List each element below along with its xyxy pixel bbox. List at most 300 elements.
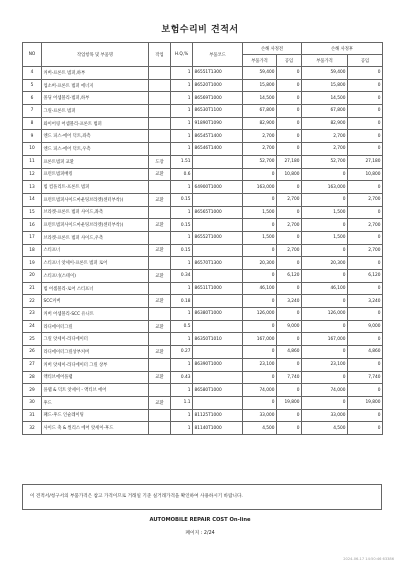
row-work-item: 스티프너 (42, 244, 149, 257)
row-part-code: 86390T1000 (193, 358, 243, 371)
row-part-code (193, 346, 243, 359)
row-method (149, 422, 171, 435)
table-row (23, 396, 383, 409)
row-method (149, 67, 171, 80)
table-row (23, 92, 383, 105)
row-part-price-before: 46,100 (243, 282, 277, 295)
row-part-price-after: 46,100 (302, 282, 348, 295)
row-labor-before: 3,240 (277, 295, 302, 308)
row-part-price-before: 23,100 (243, 358, 277, 371)
row-hq: 1 (171, 117, 193, 130)
row-labor-before: 4,860 (277, 346, 302, 359)
row-method: 교환 (149, 219, 171, 232)
row-no: 23 (23, 308, 42, 321)
row-work-item: 프런트범퍼사이드마운팅브라켓(센터부착)( (42, 193, 149, 206)
row-method (149, 117, 171, 130)
row-method (149, 105, 171, 118)
row-hq: 1 (171, 308, 193, 321)
row-labor-before: 10,800 (277, 168, 302, 181)
row-part-code (193, 295, 243, 308)
row-part-price-after: 0 (302, 270, 348, 283)
row-method (149, 358, 171, 371)
row-part-price-after: 1,500 (302, 231, 348, 244)
row-labor-after: 0 (348, 257, 383, 270)
row-labor-before: 27,180 (277, 155, 302, 168)
row-no: 19 (23, 257, 42, 270)
row-method: 교환 (149, 295, 171, 308)
row-hq: 1 (171, 358, 193, 371)
row-part-price-after: 4,500 (302, 422, 348, 435)
row-no: 15 (23, 206, 42, 219)
row-part-price-before: 126,000 (243, 308, 277, 321)
row-labor-before: 19,800 (277, 396, 302, 409)
row-labor-after: 9,000 (348, 320, 383, 333)
estimate-table (22, 42, 383, 435)
row-no: 9 (23, 130, 42, 143)
row-labor-after: 27,180 (348, 155, 383, 168)
row-no: 27 (23, 358, 42, 371)
row-part-code: 86565T1000 (193, 206, 243, 219)
row-hq: 0.27 (171, 346, 193, 359)
row-part-code (193, 193, 243, 206)
row-labor-after: 0 (348, 130, 383, 143)
row-hq: 1 (171, 79, 193, 92)
row-hq: 0.18 (171, 295, 193, 308)
row-labor-before: 0 (277, 358, 302, 371)
row-hq: 0.15 (171, 193, 193, 206)
row-work-item: 플랩 & 덕트 앗세이 - 액티브 에어 (42, 384, 149, 397)
row-part-price-after: 0 (302, 244, 348, 257)
row-hq: 1 (171, 143, 193, 156)
row-work-item: 라디에이터그릴상부커버 (42, 346, 149, 359)
table-row (23, 219, 383, 232)
row-labor-after: 0 (348, 231, 383, 244)
row-part-code (193, 270, 243, 283)
row-method (149, 257, 171, 270)
table-row (23, 333, 383, 346)
row-work-item: 엔드 피스-에어 덕트,우측 (42, 143, 149, 156)
table-row (23, 130, 383, 143)
row-work-item: 브라켓-프론트 범퍼 사이드,우측 (42, 231, 149, 244)
table-row (23, 346, 383, 359)
table-row (23, 282, 383, 295)
row-method (149, 92, 171, 105)
row-part-price-after: 20,300 (302, 257, 348, 270)
footer-title: AUTOMOBILE REPAIR COST On-line (149, 517, 251, 523)
row-part-price-after: 0 (302, 371, 348, 384)
row-part-price-before: 0 (243, 396, 277, 409)
table-row (23, 295, 383, 308)
row-part-code: 64900T1000 (193, 181, 243, 194)
row-method: 교환 (149, 396, 171, 409)
row-part-price-before: 0 (243, 371, 277, 384)
row-part-code (193, 396, 243, 409)
row-part-price-before: 0 (243, 320, 277, 333)
row-work-item: 프런트범퍼배킹 (42, 168, 149, 181)
row-labor-before: 0 (277, 79, 302, 92)
row-part-price-after: 0 (302, 320, 348, 333)
row-no: 12 (23, 168, 42, 181)
header-labor-after: 공임 (348, 55, 383, 67)
row-part-code: 81140T1000 (193, 422, 243, 435)
row-no: 21 (23, 282, 42, 295)
row-part-price-after: 0 (302, 193, 348, 206)
row-part-price-after: 2,700 (302, 143, 348, 156)
row-no: 6 (23, 92, 42, 105)
row-hq: 1 (171, 422, 193, 435)
row-part-code: 86546T1400 (193, 143, 243, 156)
row-labor-before: 0 (277, 333, 302, 346)
row-labor-before: 0 (277, 105, 302, 118)
row-part-price-before: 0 (243, 219, 277, 232)
row-labor-before: 0 (277, 384, 302, 397)
row-part-code: 86580T1000 (193, 384, 243, 397)
row-no: 7 (23, 105, 42, 118)
row-method (149, 409, 171, 422)
header-part-price-after: 부품가격 (302, 55, 348, 67)
row-no: 29 (23, 384, 42, 397)
row-part-code: 86511T1000 (193, 282, 243, 295)
row-work-item: 사이드 축 & 씰리스 에어 앗세이-후드 (42, 422, 149, 435)
row-labor-after: 0 (348, 67, 383, 80)
row-method (149, 231, 171, 244)
row-part-price-before: 1,500 (243, 231, 277, 244)
row-method (149, 384, 171, 397)
row-method: 도장 (149, 155, 171, 168)
row-part-code: 86552T1000 (193, 231, 243, 244)
row-labor-after: 0 (348, 384, 383, 397)
row-part-price-before: 167,000 (243, 333, 277, 346)
row-method (149, 143, 171, 156)
row-part-code: 86380T1000 (193, 308, 243, 321)
row-labor-before: 0 (277, 130, 302, 143)
row-hq: 1 (171, 181, 193, 194)
row-labor-after: 0 (348, 333, 383, 346)
row-no: 22 (23, 295, 42, 308)
row-part-code (193, 244, 243, 257)
row-labor-before: 0 (277, 257, 302, 270)
row-labor-before: 0 (277, 67, 302, 80)
row-no: 4 (23, 67, 42, 80)
row-part-price-after: 74,000 (302, 384, 348, 397)
row-hq: 1.51 (171, 155, 193, 168)
row-labor-after: 4,860 (348, 346, 383, 359)
row-no: 26 (23, 346, 42, 359)
row-labor-before: 0 (277, 143, 302, 156)
row-work-item: 커버 앗세이-라디에이터 그릴 상부 (42, 358, 149, 371)
row-labor-before: 2,700 (277, 244, 302, 257)
row-part-price-before: 20,300 (243, 257, 277, 270)
row-labor-after: 3,240 (348, 295, 383, 308)
row-no: 8 (23, 117, 42, 130)
table-row (23, 67, 383, 80)
document-title: 보험수리비 견적서 (161, 25, 239, 35)
row-part-code (193, 371, 243, 384)
row-part-price-before: 15,800 (243, 79, 277, 92)
row-part-code: 86545T1400 (193, 130, 243, 143)
row-labor-after: 19,800 (348, 396, 383, 409)
row-labor-after: 0 (348, 105, 383, 118)
row-work-item: 엔드 피스-에어 덕트,좌측 (42, 130, 149, 143)
header-part-code: 부품코드 (193, 43, 243, 67)
table-row (23, 155, 383, 168)
table-row (23, 244, 383, 257)
row-hq: 1 (171, 384, 193, 397)
row-part-price-before: 4,500 (243, 422, 277, 435)
table-row (23, 105, 383, 118)
table-row (23, 358, 383, 371)
row-work-item: 커버-프론트 범퍼,하부 (42, 67, 149, 80)
row-labor-after: 0 (348, 117, 383, 130)
row-labor-after: 0 (348, 308, 383, 321)
row-work-item: 그릴 앗세이-라디에이터 (42, 333, 149, 346)
row-labor-before: 9,000 (277, 320, 302, 333)
row-work-item: 프런트범퍼사이드마운팅브라켓(센터부착)( (42, 219, 149, 232)
row-part-price-before: 59,400 (243, 67, 277, 80)
row-hq: 1 (171, 105, 193, 118)
row-work-item: 라디에이터그릴 (42, 320, 149, 333)
row-hq: 1.1 (171, 396, 193, 409)
row-hq: 1 (171, 231, 193, 244)
row-method: 교환 (149, 320, 171, 333)
row-labor-before: 0 (277, 206, 302, 219)
row-method: 교환 (149, 346, 171, 359)
row-no: 25 (23, 333, 42, 346)
table-row (23, 168, 383, 181)
header-before: 손해 사정전 (243, 43, 302, 55)
row-method (149, 282, 171, 295)
row-part-code: 86569T1000 (193, 92, 243, 105)
row-no: 5 (23, 79, 42, 92)
row-no: 28 (23, 371, 42, 384)
row-part-price-before: 2,700 (243, 143, 277, 156)
row-part-price-after: 163,000 (302, 181, 348, 194)
row-work-item: 빔 어셈블리-로어 스티프너 (42, 282, 149, 295)
header-method: 작업 (149, 43, 171, 67)
header-hq: H.Q,% (171, 43, 193, 67)
row-labor-after: 2,700 (348, 193, 383, 206)
row-hq: 1 (171, 282, 193, 295)
row-labor-after: 2,700 (348, 219, 383, 232)
row-no: 11 (23, 155, 42, 168)
row-method (149, 206, 171, 219)
table-row (23, 181, 383, 194)
table-row (23, 384, 383, 397)
row-labor-before: 0 (277, 282, 302, 295)
row-part-code: 81125T1000 (193, 409, 243, 422)
row-method: 교환 (149, 371, 171, 384)
row-labor-before: 0 (277, 422, 302, 435)
table-row (23, 193, 383, 206)
row-work-item: 액티브에어플랩 (42, 371, 149, 384)
row-labor-before: 2,700 (277, 219, 302, 232)
page-number: 페이지 : 2/24 (185, 531, 215, 536)
header-no: NO (23, 43, 42, 67)
row-part-code (193, 168, 243, 181)
row-work-item: 후드 (42, 396, 149, 409)
row-no: 17 (23, 231, 42, 244)
row-part-price-after: 15,800 (302, 79, 348, 92)
row-part-price-before: 14,500 (243, 92, 277, 105)
row-labor-after: 0 (348, 143, 383, 156)
row-labor-before: 0 (277, 92, 302, 105)
row-labor-before: 6,120 (277, 270, 302, 283)
row-work-item: 스티프너(스테이) (42, 270, 149, 283)
row-part-price-before: 33,000 (243, 409, 277, 422)
table-row (23, 422, 383, 435)
row-part-price-after: 59,400 (302, 67, 348, 80)
row-part-code (193, 320, 243, 333)
row-labor-before: 7,740 (277, 371, 302, 384)
row-part-price-after: 0 (302, 295, 348, 308)
row-labor-after: 0 (348, 422, 383, 435)
table-row (23, 409, 383, 422)
row-method (149, 181, 171, 194)
row-part-price-before: 67,800 (243, 105, 277, 118)
row-part-code (193, 155, 243, 168)
row-part-price-before: 0 (243, 295, 277, 308)
row-part-price-before: 74,000 (243, 384, 277, 397)
row-hq: 1 (171, 257, 193, 270)
row-labor-before: 0 (277, 117, 302, 130)
row-part-code: 86530T1100 (193, 105, 243, 118)
row-part-price-after: 0 (302, 168, 348, 181)
row-labor-after: 7,740 (348, 371, 383, 384)
row-part-price-after: 126,000 (302, 308, 348, 321)
table-row (23, 371, 383, 384)
row-method: 교환 (149, 270, 171, 283)
row-part-code: 86570T1300 (193, 257, 243, 270)
row-work-item: 스티프너 앗세이-프론트 범퍼 로어 (42, 257, 149, 270)
row-part-code: 86350T1010 (193, 333, 243, 346)
row-labor-after: 2,700 (348, 244, 383, 257)
row-hq: 0.43 (171, 371, 193, 384)
header-row-1 (23, 43, 383, 55)
row-labor-after: 0 (348, 409, 383, 422)
row-hq: 1 (171, 206, 193, 219)
row-work-item: 프론트범퍼 교환 (42, 155, 149, 168)
print-stamp: 2024-06-17 14:50:46 63386 (343, 557, 394, 561)
row-labor-after: 6,120 (348, 270, 383, 283)
table-row (23, 143, 383, 156)
row-hq: 1 (171, 130, 193, 143)
row-part-price-after: 1,500 (302, 206, 348, 219)
row-labor-before: 0 (277, 231, 302, 244)
row-work-item: SCC커버 (42, 295, 149, 308)
row-no: 31 (23, 409, 42, 422)
row-labor-after: 0 (348, 282, 383, 295)
row-hq: 0.6 (171, 168, 193, 181)
row-part-price-after: 23,100 (302, 358, 348, 371)
row-work-item: 브라켓-프론트 범퍼 사이드,좌측 (42, 206, 149, 219)
row-part-price-before: 1,500 (243, 206, 277, 219)
row-work-item: 커버 어셈블리-SCC 유니트 (42, 308, 149, 321)
row-part-price-before: 82,900 (243, 117, 277, 130)
row-work-item: 패드-후드 인슐레이팅 (42, 409, 149, 422)
row-labor-before: 0 (277, 308, 302, 321)
row-part-price-before: 0 (243, 193, 277, 206)
row-hq: 0.15 (171, 244, 193, 257)
row-part-price-after: 0 (302, 346, 348, 359)
row-part-price-before: 0 (243, 270, 277, 283)
row-part-price-before: 0 (243, 244, 277, 257)
row-labor-after: 0 (348, 181, 383, 194)
table-row (23, 79, 383, 92)
row-part-price-after: 82,900 (302, 117, 348, 130)
row-method: 교환 (149, 193, 171, 206)
row-no: 30 (23, 396, 42, 409)
table-row (23, 257, 383, 270)
row-method (149, 333, 171, 346)
row-labor-after: 0 (348, 92, 383, 105)
row-part-price-after: 2,700 (302, 130, 348, 143)
row-work-item: 빔 컴플리트-프론트 범퍼 (42, 181, 149, 194)
row-part-price-after: 33,000 (302, 409, 348, 422)
row-no: 13 (23, 181, 42, 194)
row-part-price-after: 0 (302, 219, 348, 232)
row-part-price-after: 0 (302, 396, 348, 409)
row-hq: 1 (171, 67, 193, 80)
header-after: 손해 사정후 (302, 43, 383, 55)
row-method: 교환 (149, 168, 171, 181)
row-no: 18 (23, 244, 42, 257)
row-no: 16 (23, 219, 42, 232)
row-part-price-before: 2,700 (243, 130, 277, 143)
row-part-price-before: 0 (243, 168, 277, 181)
row-method: 교환 (149, 244, 171, 257)
header-part-price-before: 부품가격 (243, 55, 277, 67)
row-labor-before: 2,700 (277, 193, 302, 206)
row-part-price-before: 0 (243, 346, 277, 359)
row-labor-before: 0 (277, 409, 302, 422)
row-hq: 0.5 (171, 320, 193, 333)
row-work-item: 몰딩 어셈블리-범퍼,하부 (42, 92, 149, 105)
price-notice: 이 견적서/청구서의 부품가격은 참고 가격이므로 거래일 기준 실거래가격을 확인하여 사용하시기 바랍니다. (22, 484, 382, 510)
header-work: 작업항목 및 부품명 (42, 43, 149, 67)
row-part-price-after: 167,000 (302, 333, 348, 346)
row-labor-after: 0 (348, 358, 383, 371)
row-part-price-before: 52,700 (243, 155, 277, 168)
table-row (23, 320, 383, 333)
row-work-item: 와이어링 어셈블리-프론트 범퍼 (42, 117, 149, 130)
row-part-price-after: 14,500 (302, 92, 348, 105)
row-no: 14 (23, 193, 42, 206)
row-hq: 1 (171, 333, 193, 346)
table-row (23, 231, 383, 244)
row-no: 20 (23, 270, 42, 283)
row-part-price-after: 67,800 (302, 105, 348, 118)
row-part-code: 91890T1090 (193, 117, 243, 130)
table-row (23, 270, 383, 283)
row-hq: 0.34 (171, 270, 193, 283)
row-no: 24 (23, 320, 42, 333)
row-hq: 0.15 (171, 219, 193, 232)
row-hq: 1 (171, 409, 193, 422)
row-part-code (193, 219, 243, 232)
table-row (23, 117, 383, 130)
row-labor-after: 0 (348, 79, 383, 92)
row-part-price-before: 163,000 (243, 181, 277, 194)
row-work-item: 업소버-프론트 범퍼 에너지 (42, 79, 149, 92)
row-method (149, 130, 171, 143)
row-no: 32 (23, 422, 42, 435)
row-part-code: 86520T1000 (193, 79, 243, 92)
row-part-price-after: 52,700 (302, 155, 348, 168)
table-row (23, 206, 383, 219)
row-labor-after: 10,800 (348, 168, 383, 181)
row-part-code: 86551T1300 (193, 67, 243, 80)
row-labor-before: 0 (277, 181, 302, 194)
